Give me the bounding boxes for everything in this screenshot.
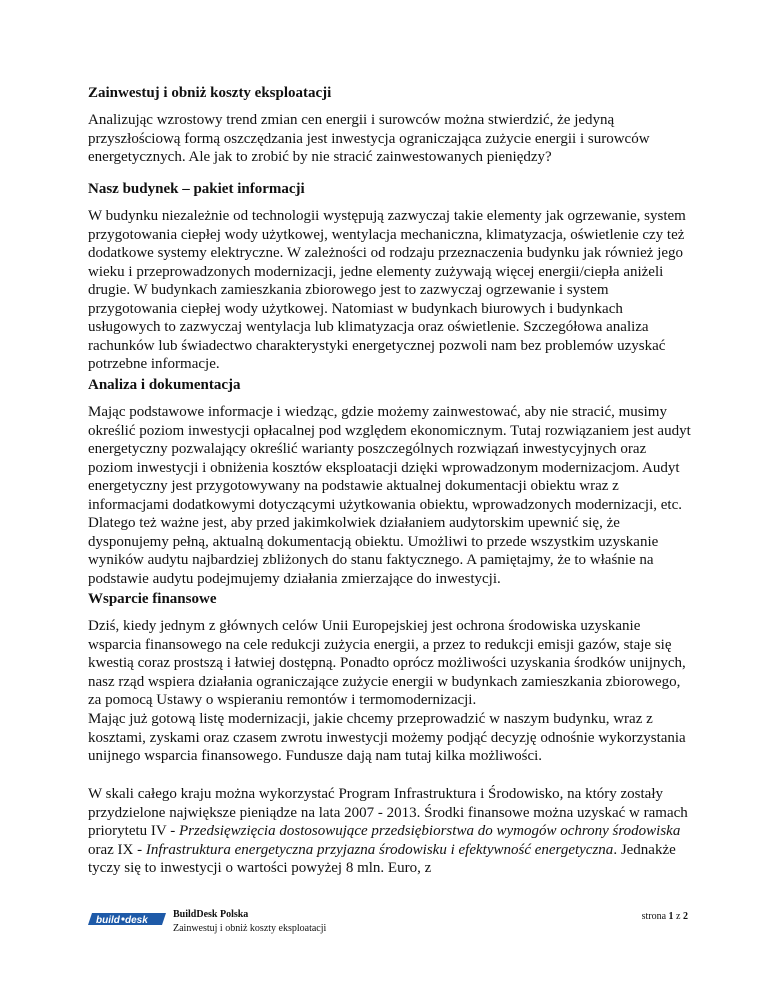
paragraph: Analizując wzrostowy trend zmian cen energii i surowców można stwierdzić, że jedyną przyszłościową formą oszczędzania jest inwestycja ograniczająca zużycie energii i surowców energetycznych. Ale jak to zrobić by nie stracić zainwestowanych pieniędzy? bbox=[88, 112, 650, 165]
footer-company: BuildDesk Polska bbox=[173, 909, 249, 920]
paragraph bbox=[88, 785, 692, 878]
page-total: 2 bbox=[683, 911, 688, 922]
page-number bbox=[642, 910, 688, 923]
priority-iv-title: Przedsięwzięcia dostosowujące przedsiębiorstwa do wymogów ochrony środowiska bbox=[178, 823, 681, 839]
page-current: 1 bbox=[668, 911, 674, 922]
builddesk-logo bbox=[88, 911, 168, 927]
svg-text:desk: desk bbox=[125, 915, 148, 926]
paragraph-text: oraz IX - bbox=[88, 841, 146, 858]
paragraph: Mając już gotową listę modernizacji, jakie chcemy przeprowadzić w naszym budynku, wraz z kosztami, zyskami oraz czasem zwrotu inwestycji możemy podjąć decyzję odnośnie wykorzystania unijnego wsparcia finansowego. Fundusze dają nam tutaj kilka możliwości. bbox=[88, 711, 686, 764]
paragraph-text: . Jednakże tyczy się to inwestycji o wartości powyżej 8 mln. Euro, z bbox=[88, 841, 676, 876]
priority-ix-title: Infrastruktura energetyczna przyjazna środowisku i efektywność energetyczna bbox=[145, 841, 614, 858]
page-footer bbox=[88, 908, 688, 938]
page-separator: z bbox=[676, 911, 681, 922]
svg-text:build: build bbox=[96, 915, 120, 926]
section-heading: Analiza i dokumentacja bbox=[88, 377, 241, 393]
section-heading: Zainwestuj i obniż koszty eksploatacji bbox=[88, 85, 332, 101]
section-heading: Nasz budynek – pakiet informacji bbox=[88, 181, 305, 197]
footer-document-title: Zainwestuj i obniż koszty eksploatacji bbox=[173, 923, 327, 934]
paragraph: Dziś, kiedy jednym z głównych celów Unii Europejskiej jest ochrona środowiska uzyskanie wsparcia finansowego na cele redukcji zużycia energii, a przez to redukcji emisji gazów, staje się kwestią coraz prostszą i łatwiej dostępną. Ponadto oprócz możliwości uzyskania środków unijnych, nasz rząd wspiera działania ograniczające zużycie energii w budynkach zamieszkania zbiorowego, za pomocą Ustawy o wspieraniu remontów i termomodernizacji. bbox=[88, 618, 686, 708]
paragraph: Mając podstawowe informacje i wiedząc, gdzie możemy zainwestować, aby nie stracić, musimy określić poziom inwestycji opłacalnej pod względem ekonomicznym. Tutaj rozwiązaniem jest audyt energetyczny pozwalający określić warianty poszczególnych rozwiązań inwestycyjnych oraz poziom inwestycji i obniżenia kosztów eksploatacji dzięki wprowadzonym modernizacjom. Audyt energetyczny jest przygotowywany na podstawie aktualnej dokumentacji obiektu wraz z informacjami dodatkowymi dotyczącymi użytkowania obiektu, wprowadzonych modernizacji, etc. Dlatego też ważne jest, aby przed jakimkolwiek działaniem audytorskim upewnić się, że dysponujemy pełną, aktualną dokumentacją obiektu. Umożliwi to przede wszystkim uzyskanie wyników audytu najbardziej zbliżonych do stanu faktycznego. A pamiętajmy, że to właśnie na podstawie audytu podejmujemy działania zmierzające do inwestycji. bbox=[88, 404, 691, 587]
page-prefix: strona bbox=[641, 911, 667, 922]
paragraph: W budynku niezależnie od technologii występują zazwyczaj takie elementy jak ogrzewanie, system przygotowania ciepłej wody użytkowej, wentylacja mechaniczna, klimatyzacja, oświetlenie czy też dodatkowe systemy elektryczne. W zależności od rodzaju przeznaczenia budynku jak również jego wieku i przeprowadzonych modernizacji, jedne elementy zużywają więcej energii/ciepła aniżeli drugie. W budynkach zamieszkania zbiorowego jest to zazwyczaj ogrzewanie i system przygotowania ciepłej wody użytkowej. Natomiast w budynkach biurowych i budynkach usługowych to zazwyczaj wentylacja lub klimatyzacja oraz oświetlenie. Szczegółowa analiza rachunków lub świadectwo charakterystyki energetycznej pozwoli nam bez problemów uzyskać potrzebne informacje. bbox=[88, 208, 686, 372]
paragraph-text: W skali całego kraju można wykorzystać Program Infrastruktura i Środowisko, na który zostały przydzielone największe pieniądze na lata 2007 - 2013. Środki finansowe można uzyskać w ramach priorytetu IV - bbox=[88, 786, 688, 839]
section-heading: Wsparcie finansowe bbox=[88, 591, 217, 607]
